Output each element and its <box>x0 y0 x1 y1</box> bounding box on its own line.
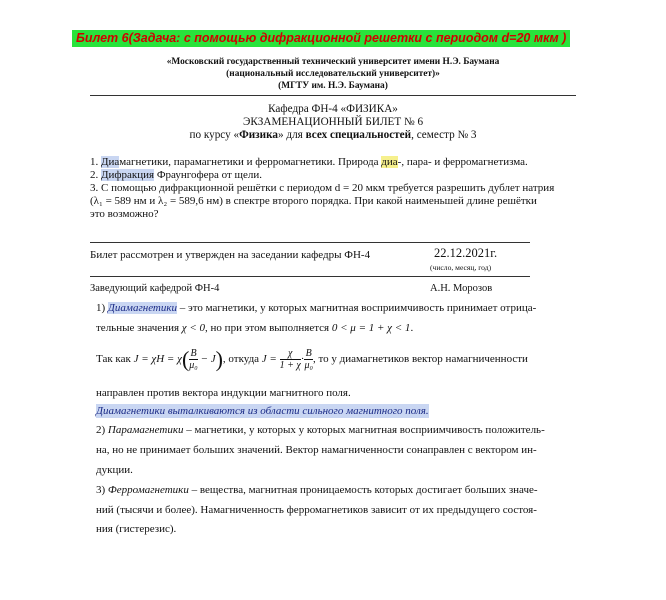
date-caption: (число, месяц, год) <box>430 263 492 272</box>
question-3-line-3: это возможно? <box>90 208 159 220</box>
answer-1-italic-note: Диамагнетики выталкиваются из области сильного магнитного поля. <box>96 405 429 417</box>
head-of-department-name: А.Н. Морозов <box>430 283 493 294</box>
answer-2-line-2: на, но не принимает больших значений. Вектор намагниченности сонаправлен с вектором ин- <box>96 444 537 456</box>
university-line-2: (национальный исследовательский университет)» <box>226 69 440 79</box>
university-line-1: «Московский государственный технический университет имени Н.Э. Баумана <box>166 57 500 67</box>
formula-j-equals: J = χH = χ <box>133 353 182 365</box>
answer-3-line-3: ния (гистерезис). <box>96 523 177 535</box>
fraction-b-over-mu0: $\frac{B}{\text{μ₀}}$ <box>189 347 198 371</box>
approval-top-divider <box>90 242 530 243</box>
course-line: по курсу «Физика» для всех специальностей, семестр № 3 <box>189 129 477 141</box>
ticket-banner: Билет 6(Задача: с помощью дифракционной решетки с периодом d=20 мкм ) <box>72 30 570 47</box>
answer-3-line-1: 3) Ферромагнетики – вещества, магнитная проницаемость которых достигает больших значе- <box>96 484 538 496</box>
question-1: 1. Диамагнетики, парамагнетики и ферромагнетики. Природа диа-, пара- и ферромагнетизма. <box>90 156 528 168</box>
answer-2-line-1: 2) Парамагнетики – магнетики, у которых у которых магнитная восприимчивость положитель- <box>96 424 545 436</box>
approval-date: 22.12.2021г. <box>434 246 498 260</box>
answer-1-line-2: тельные значения χ < 0, но при этом выполняется 0 < μ = 1 + χ < 1. <box>96 322 414 334</box>
approval-text: Билет рассмотрен и утвержден на заседании кафедры ФН-4 <box>90 249 371 261</box>
head-of-department-label: Заведующий кафедрой ФН-4 <box>90 283 220 294</box>
university-line-3: (МГТУ им. Н.Э. Баумана) <box>278 81 388 91</box>
question-3-line-1: 3. С помощью дифракционной решётки с периодом d = 20 мкм требуется разрешить дублет натрия <box>90 182 555 194</box>
answer-1-line-3: направлен против вектора индукции магнитного поля. <box>96 387 351 399</box>
answer-2-line-3: дукции. <box>96 464 133 476</box>
answer-3-line-2: ний (тысячи и более). Намагниченность ферромагнетиков зависит от их предыдущего состоя- <box>96 504 537 516</box>
approval-bottom-divider <box>90 276 530 277</box>
department-title: Кафедра ФН-4 «ФИЗИКА» <box>268 103 398 115</box>
answer-1-line-1: 1) Диамагнетики – это магнетики, у которых магнитная восприимчивость принимает отрица- <box>96 302 537 314</box>
answer-1-formula: Так как J = χH = χ( $\frac{B}{\text{μ₀}}$ − J), откуда J = $\frac{\chi}{1 + \chi}$ · $\frac{B}{\text{μ₀}}$ , то у диамагнетиков вектор намагниченности <box>96 346 528 372</box>
ticket-title: ЭКЗАМЕНАЦИОННЫЙ БИЛЕТ № 6 <box>242 116 424 128</box>
header-divider <box>90 95 576 96</box>
question-3-line-2: (λ₁ = 589 нм и λ₂ = 589,6 нм) в спектре второго порядка. При какой наименьшей длине решётки <box>90 195 537 207</box>
fraction-chi-over-one-plus-chi: $\frac{\chi}{1 + \chi}$ <box>279 347 301 371</box>
question-2: 2. Дифракция Фраунгофера от щели. <box>90 169 262 181</box>
fraction-b-over-mu0-2: $\frac{B}{\text{μ₀}}$ <box>304 347 313 371</box>
